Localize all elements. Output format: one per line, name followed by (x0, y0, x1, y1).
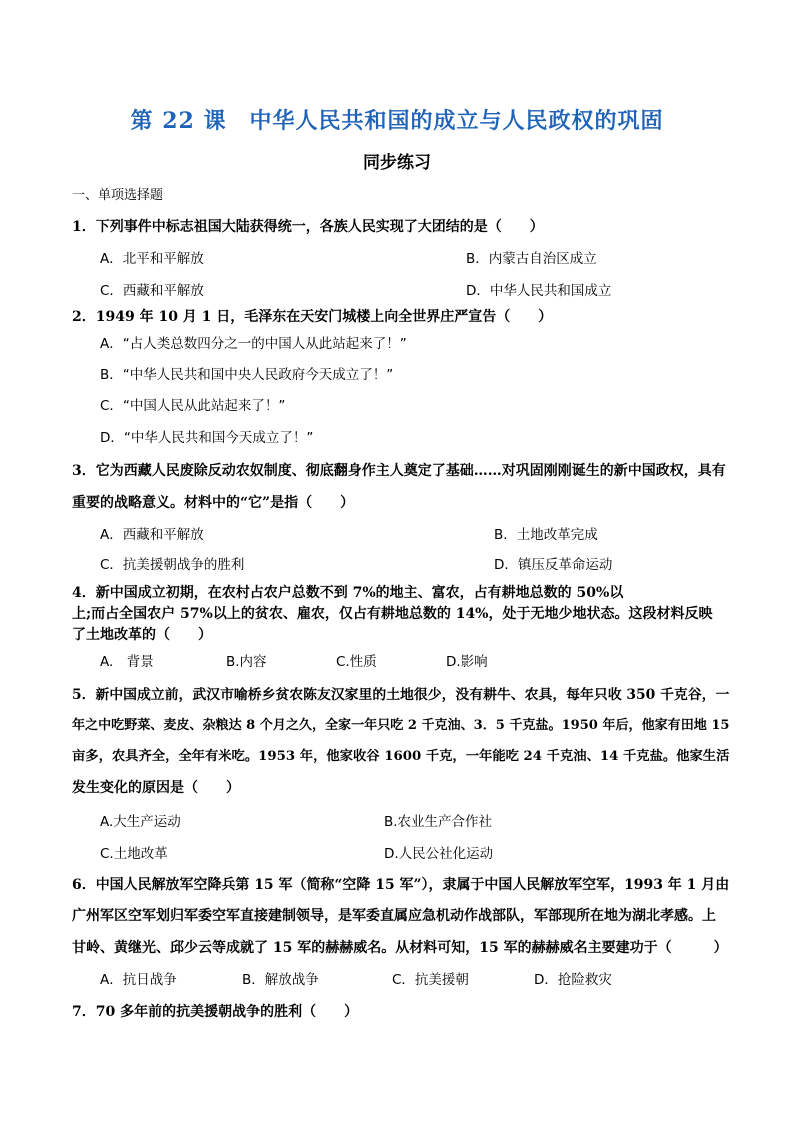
question-4-option-d: D.影响 (446, 654, 488, 670)
page-subtitle: 同步练习 (363, 153, 431, 173)
question-6-stem-line-3: 甘岭、黄继光、邱少云等成就了 15 军的赫赫威名。从材料可知，15 军的赫赫威名主要建功于（ ） (72, 940, 728, 956)
page-title: 第 22 课 中华人民共和国的成立与人民政权的巩固 (130, 108, 664, 134)
question-6-option-d: D．抢险救灾 (534, 972, 612, 988)
question-5-stem-line-3: 亩多，农具齐全，全年有米吃。1953 年，他家收谷 1600 千克，一年能吃 24 千克油、14 千克盐。他家生活 (72, 749, 730, 764)
question-6-option-b: B．解放战争 (242, 972, 319, 988)
question-3-stem-line-2: 重要的战略意义。材料中的“它”是指（ ） (72, 495, 355, 511)
question-5-stem-line-4: 发生变化的原因是（ ） (72, 780, 240, 796)
question-6-option-a: A．抗日战争 (100, 972, 177, 988)
question-1-option-a: A．北平和平解放 (100, 251, 204, 267)
question-5-stem-line-2: 年之中吃野菜、麦皮、杂粮达 8 个月之久，全家一年只吃 2 千克油、3．5 千克盐。1950 年后，他家有田地 15 (72, 718, 730, 733)
question-5-option-c: C.土地改革 (100, 846, 168, 862)
question-2-stem: 2．1949 年 10 月 1 日，毛泽东在天安门城楼上向全世界庄严宣告（ ） (72, 309, 553, 325)
question-1-stem: 1．下列事件中标志祖国大陆获得统一，各族人民实现了大团结的是（ ） (72, 219, 544, 235)
question-5-stem-line-1: 5．新中国成立前，武汉市喻桥乡贫农陈友汉家里的土地很少，没有耕牛、农具，每年只收 350 千克谷，一 (72, 687, 730, 703)
question-2-option-b: B．“中华人民共和国中央人民政府今天成立了！” (100, 367, 394, 383)
question-4-option-a: A. 背景 (100, 654, 154, 670)
question-2-option-d: D．“中华人民共和国今天成立了！” (100, 430, 314, 446)
question-4-option-b: B.内容 (226, 654, 267, 670)
question-2-option-c: C．“中国人民从此站起来了！” (100, 398, 286, 414)
question-3-option-b: B．土地改革完成 (494, 527, 598, 543)
question-3-option-d: D．镇压反革命运动 (494, 557, 613, 573)
question-6-stem-line-2: 广州军区空军划归军委空军直接建制领导，是军委直属应急机动作战部队，军部现所在地为湖北孝感。上 (72, 908, 716, 924)
question-6-option-c: C．抗美援朝 (392, 972, 469, 988)
question-5-option-a: A.大生产运动 (100, 814, 181, 830)
question-5-option-d: D.人民公社化运动 (384, 846, 494, 862)
question-1-option-b: B．内蒙古自治区成立 (466, 251, 597, 267)
question-4-stem-line-2: 上;而占全国农户 57%以上的贫农、雇农，仅占有耕地总数的 14%，处于无地少地状态。这段材料反映 (72, 606, 713, 622)
question-5-option-b: B.农业生产合作社 (384, 814, 493, 830)
question-2-option-a: A．“占人类总数四分之一的中国人从此站起来了！” (100, 336, 407, 352)
question-1-option-d: D．中华人民共和国成立 (466, 283, 612, 299)
question-6-stem-line-1: 6．中国人民解放军空降兵第 15 军（简称“空降 15 军”），隶属于中国人民解放军空军，1993 年 1 月由 (72, 877, 730, 893)
question-4-stem-line-3: 了土地改革的（ ） (72, 627, 212, 643)
question-4-option-c: C.性质 (336, 654, 377, 670)
question-3-stem-line-1: 3．它为西藏人民废除反动农奴制度、彻底翻身作主人奠定了基础……对巩固刚刚诞生的新中国政权，具有 (72, 463, 726, 479)
question-1-option-c: C．西藏和平解放 (100, 283, 204, 299)
question-7-stem: 7．70 多年前的抗美援朝战争的胜利（ ） (72, 1004, 359, 1020)
section-heading: 一、单项选择题 (72, 188, 164, 203)
question-3-option-a: A．西藏和平解放 (100, 527, 204, 543)
question-4-stem-line-1: 4．新中国成立初期，在农村占农户总数不到 7%的地主、富农，占有耕地总数的 50%以 (72, 585, 624, 601)
question-3-option-c: C．抗美援朝战争的胜利 (100, 557, 245, 573)
